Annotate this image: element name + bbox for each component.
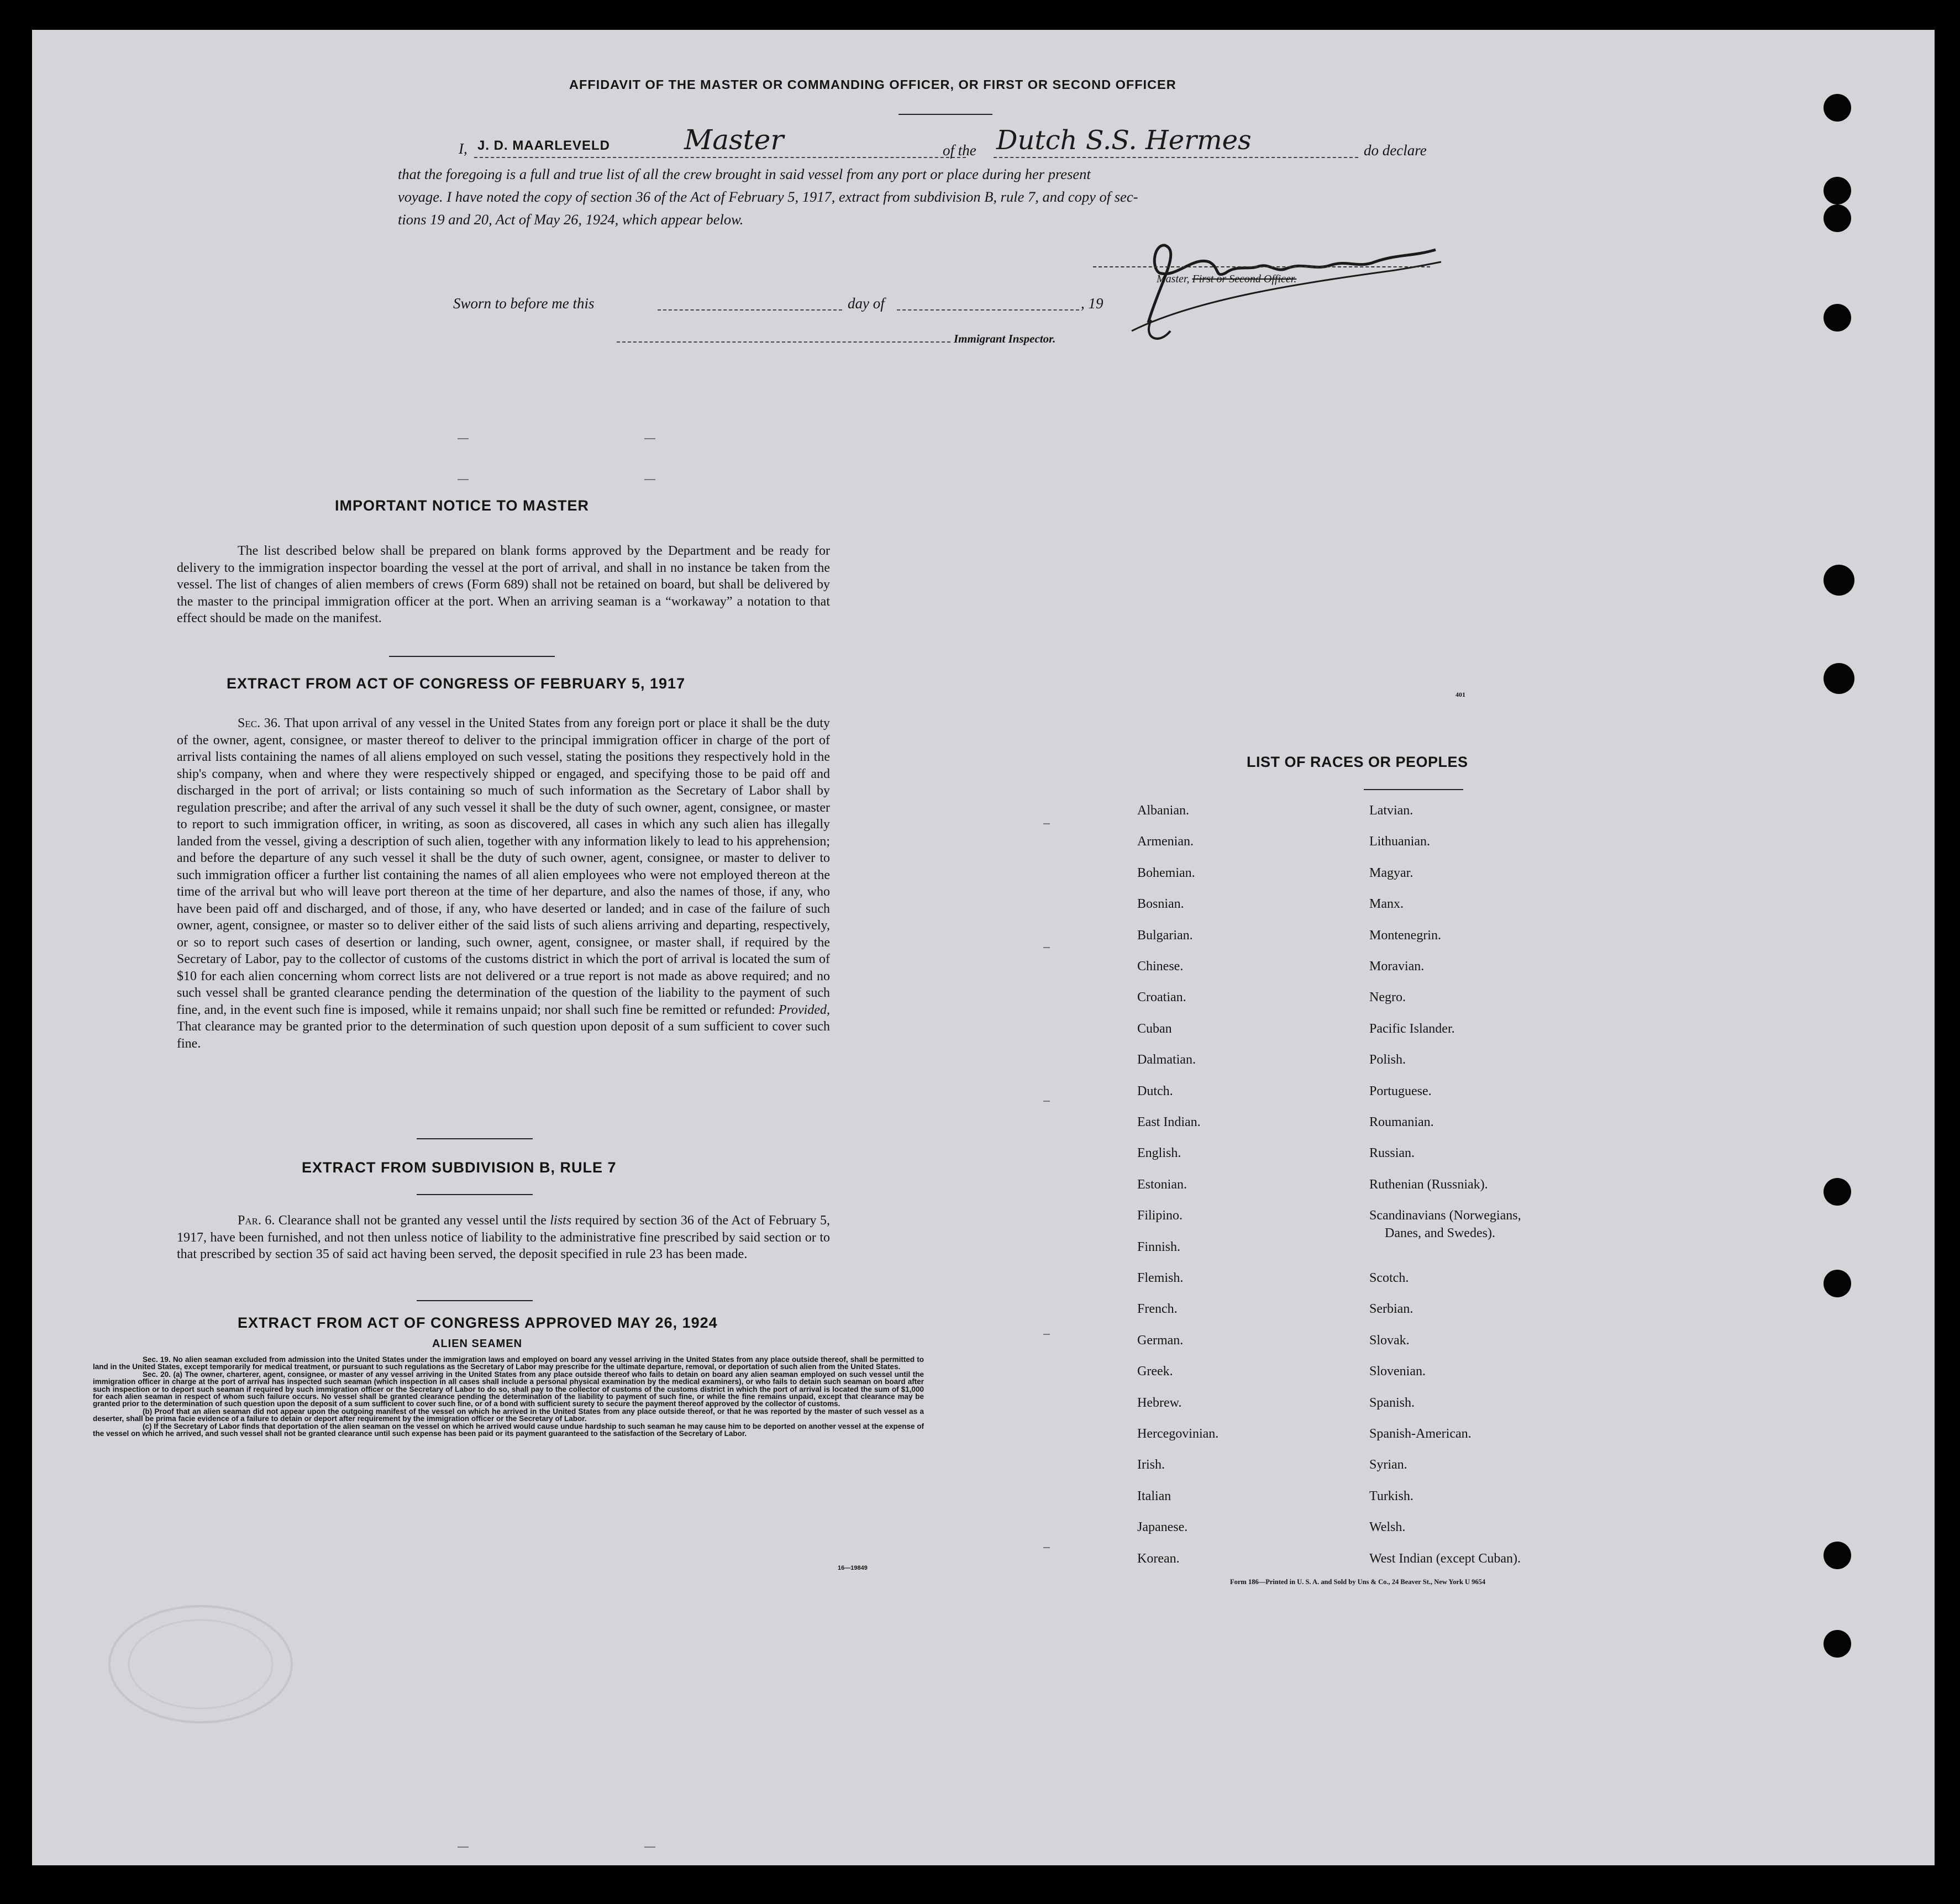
form-sheet [32,30,1935,1865]
scan-dash [1043,1547,1050,1548]
binder-hole [1824,1630,1851,1658]
subdivision-b-title: EXTRACT FROM SUBDIVISION B, RULE 7 [302,1159,617,1176]
name-underline [474,157,966,158]
par-6-text-b: required by section 36 of the Act of February 5, 1917, have been furnished, and not then unless notice of liability to the administrative fine prescribed by said section or to that prescribed by section 35 of said act having been served, the deposit specified in rule 23 has been made. [177,1213,831,1261]
i-label: I, [459,140,467,157]
vessel-underline [994,157,1358,158]
binder-hole [1824,94,1851,122]
year-label: , 19 [1081,295,1104,312]
par-6-lists: lists [550,1213,572,1228]
race-item: Finnish. [1137,1239,1181,1254]
inspector-line [617,341,950,343]
race-item: Italian [1137,1489,1171,1503]
race-item: Turkish. [1369,1489,1413,1503]
proviso-text: That clearance may be granted prior to the determination of such question upon deposit of a sum sufficient to cover such fine. [177,1019,830,1051]
race-item: Bosnian. [1137,897,1184,912]
race-item: East Indian. [1137,1115,1201,1129]
sworn-label: Sworn to before me this [453,295,595,312]
race-item: Dalmatian. [1137,1053,1196,1067]
scan-dash [1043,1101,1050,1102]
scan-dash [1043,823,1050,824]
sworn-date-line [658,309,842,311]
stray-mark: 401 [1455,691,1465,698]
race-item: Ruthenian (Russniak). [1369,1177,1488,1192]
race-item: Hebrew. [1137,1395,1182,1410]
race-item: Chinese. [1137,959,1184,974]
scan-dash [458,438,469,439]
sec-36-label: Sec. 36. [238,716,281,730]
notice-text: The list described below shall be prepared on blank forms approved by the Department and be ready for delivery to the immigration inspector boarding the vessel at the port of arrival, and shall in no instance be taken from the vessel. The list of changes of alien members of crews (Form 689) shall not be retained on board, but shall be delivered by the master to the principal immigration officer at the port. When an arriving seaman is a “workaway” a notation to that effect should be made on the manifest. [177,544,830,625]
notice-title: IMPORTANT NOTICE TO MASTER [335,497,589,514]
binder-hole [1824,663,1854,694]
race-item: Hercegovinian. [1137,1427,1219,1441]
race-item: Armenian. [1137,834,1194,849]
race-item: Moravian. [1369,959,1425,974]
races-title: LIST OF RACES OR PEOPLES [1247,754,1468,770]
binder-hole [1824,1270,1851,1297]
race-item: English. [1137,1146,1181,1161]
master-name: J. D. MAARLEVELD [477,138,611,153]
embossed-seal [98,1598,303,1731]
extract-1917-title: EXTRACT FROM ACT OF CONGRESS OF FEBRUARY 5, 1917 [227,675,686,692]
subdivision-b-text [177,1212,830,1263]
affidavit-body-line1: that the foregoing is a full and true list of all the crew brought in said vessel from any port or place during her present [398,166,1091,182]
month-line [897,309,1079,311]
race-item: Magyar. [1369,865,1413,880]
race-item: Flemish. [1137,1271,1184,1285]
vessel-handwritten: Dutch S.S. Hermes [996,125,1252,156]
affidavit-title: AFFIDAVIT OF THE MASTER OR COMMANDING OFFICER, OR FIRST OR SECOND OFFICER [569,77,1176,92]
race-item: Estonian. [1137,1177,1187,1192]
scan-dash [1043,1334,1050,1335]
par-6-text-a: Clearance shall not be granted any vessel until the [278,1213,547,1228]
race-item: Bohemian. [1137,865,1195,880]
race-item: Syrian. [1369,1458,1407,1472]
race-item: Spanish-American. [1369,1427,1472,1441]
race-item: French. [1137,1302,1178,1317]
do-declare-label: do declare [1364,142,1427,159]
race-item: Albanian. [1137,803,1189,818]
race-item: Irish. [1137,1458,1165,1472]
proviso-label: Provided, [778,1002,830,1017]
of-the-label: of the [943,142,976,159]
scan-dash [458,1847,469,1848]
extract-1917-text [177,715,830,1052]
race-item: Negro. [1369,990,1406,1005]
extract-1924-title: EXTRACT FROM ACT OF CONGRESS APPROVED MAY 26, 1924 [238,1314,718,1331]
notice-rule [389,656,555,657]
race-item: West Indian (except Cuban). [1369,1551,1521,1566]
extract-1924-body [93,1356,924,1437]
binder-hole [1824,1542,1851,1569]
race-item: Scotch. [1369,1271,1409,1285]
binder-hole [1824,304,1851,332]
sig-caption-master: Master, [1157,273,1190,285]
master-signature [1082,218,1502,361]
par-6-label: Par. 6. [238,1213,275,1228]
race-item: Slovak. [1369,1333,1410,1348]
race-item: Filipino. [1137,1208,1183,1223]
printer-footer: Form 186—Printed in U. S. A. and Sold by Uns & Co., 24 Beaver St., New York U 9654 [1230,1578,1486,1586]
scan-dash [1043,947,1050,948]
alien-seamen-subtitle: ALIEN SEAMEN [432,1338,523,1350]
binder-hole [1824,1178,1851,1206]
scan-dash [644,438,655,439]
sec-20a-text: Sec. 20. (a) The owner, charterer, agent, consignee, or master of any vessel arriving in the United States from any place outside thereof who fails to detain on board any alien seaman employed on such vessel until the immigration officer in charge at the port of arrival has inspected such seaman (which inspection in all cases shall include a personal physical examination by the medical examiners), or who fails to detain such seaman on board after such inspection or to deport such seaman if required by such immigration officer or the Secretary of Labor to do so, shall pay to the collector of customs of the customs district in which the port of arrival is located the sum of $1,000 for each alien seaman in respect of whom such failure occurs. No vessel shall be granted clearance pending the determination of the liability to payment of such fine, or while the fine remains unpaid, except that clearance may be granted prior to the determination of such question upon the deposit of a sum sufficient to cover such fine, or of a bond with sufficient surety to secure the payment thereof approved by the collector of customs. [93,1370,924,1408]
race-item: Japanese. [1137,1520,1188,1535]
race-item: Lithuanian. [1369,834,1430,849]
signature-caption [1157,273,1296,286]
race-item: Manx. [1369,897,1404,912]
subdivision-b-rule-bottom [417,1300,533,1301]
race-item: Bulgarian. [1137,928,1193,943]
extract-1917-rule [417,1138,533,1139]
race-item: Slovenian. [1369,1364,1426,1379]
race-item: Montenegrin. [1369,928,1441,943]
race-item: Croatian. [1137,990,1186,1005]
binder-hole [1824,565,1854,596]
race-item: Serbian. [1369,1302,1413,1317]
sec-20b-text: (b) Proof that an alien seaman did not appear upon the outgoing manifest of the vessel on which he arrived in the United States from any place outside thereof, or that he was reported by the master of such vessel as a deserter, shall be prima facie evidence of a failure to detain or deport after requirement by the immigration officer or the Secretary of Labor. [93,1407,924,1423]
sec-36-text: That upon arrival of any vessel in the United States from any foreign port or place it shall be the duty of the owner, agent, consignee, or master thereof to deliver to the principal immigration officer in charge of the port of arrival lists containing the names of all aliens employed on such vessel, stating the positions they respectively hold in the ship's company, when and where they were respectively shipped or engaged, and specifying those to be paid off and discharged in the port of arrival; or lists containing so much of such information as the Secretary of Labor shall by regulation prescribe; and after the arrival of any such vessel it shall be the duty of such owner, agent, consignee, or master to report to such immigration officer, in writing, as soon as discovered, all cases in which any such alien has illegally landed from the vessel, giving a description of such alien, together with any information likely to lead to his apprehension; and before the departure of any such vessel it shall be the duty of such owner, agent, consignee, or master to deliver to such immigration officer a further list containing the names of all alien employees who were not employed thereon at the time of the arrival but who will leave port thereon at the time of her departure, and also the names of those, if any, who have been paid off and discharged, and of those, if any, who have deserted or landed; and in case of the failure of such owner, agent, consignee, or master so to deliver either of the said lists of such aliens arriving and departing, respectively, or so to report such cases of desertion or landing, such owner, agent, consignee, or master shall, if required by the Secretary of Labor, pay to the collector of customs of the customs district in which the port of arrival is located the sum of $10 for each alien concerning whom correct lists are not delivered or a true report is not made as above required; and no such vessel shall be granted clearance pending the determination of the question of the liability to the payment of such fine, and, in the event such fine is imposed, while it remains unpaid; nor shall such fine be remitted or refunded: [177,716,830,1017]
race-item: Danes, and Swedes). [1385,1226,1495,1241]
form-code: 16—19849 [838,1565,868,1571]
races-rule [1364,789,1463,790]
race-item: Scandinavians (Norwegians, [1369,1208,1521,1223]
title-rule [898,114,992,115]
race-item: Cuban [1137,1021,1172,1036]
race-item: Welsh. [1369,1520,1406,1535]
scan-dash [458,479,469,480]
signature-line [1093,266,1430,267]
sec-19-text: Sec. 19. No alien seaman excluded from admission into the United States under the immigration laws and employed on board any vessel arriving in the United States from any place outside thereof, shall be permitted to land in the United States, except temporarily for medical treatment, or pursuant to such regulations as the Secretary of Labor may prescribe for the ultimate departure, removal, or deportation of such alien from the United States. [93,1355,924,1371]
sec-20c-text: (c) If the Secretary of Labor finds that deportation of the alien seaman on the vessel on which he arrived would cause undue hardship to such seaman he may cause him to be deported on another vessel at the expense of the vessel on which he arrived, and such vessel shall not be granted clearance until such expense has been paid or its payment guaranteed to the satisfaction of the Secretary of Labor. [93,1422,924,1438]
race-item: Roumanian. [1369,1115,1434,1129]
scan-dash [644,1847,655,1848]
inspector-label: Immigrant Inspector. [954,332,1056,345]
race-item: Greek. [1137,1364,1173,1379]
binder-hole [1824,177,1851,204]
scan-dash [644,479,655,480]
race-item: Korean. [1137,1551,1180,1566]
subdivision-b-rule-top [417,1194,533,1195]
race-item: Dutch. [1137,1084,1173,1098]
day-of-label: day of [848,295,885,312]
race-item: Latvian. [1369,803,1413,818]
race-item: Spanish. [1369,1395,1415,1410]
affidavit-body-line2: voyage. I have noted the copy of section 36 of the Act of February 5, 1917, extract from subdivision B, rule 7, and copy of sec- [398,188,1138,205]
race-item: Pacific Islander. [1369,1021,1455,1036]
race-item: German. [1137,1333,1184,1348]
role-handwritten: Master [684,124,784,156]
race-item: Portuguese. [1369,1084,1432,1098]
affidavit-body-line3: tions 19 and 20, Act of May 26, 1924, which appear below. [398,211,744,228]
race-item: Russian. [1369,1146,1415,1161]
sig-caption-officer-struck: First or Second Officer. [1192,273,1297,285]
binder-hole [1824,204,1851,232]
race-item: Polish. [1369,1053,1406,1067]
